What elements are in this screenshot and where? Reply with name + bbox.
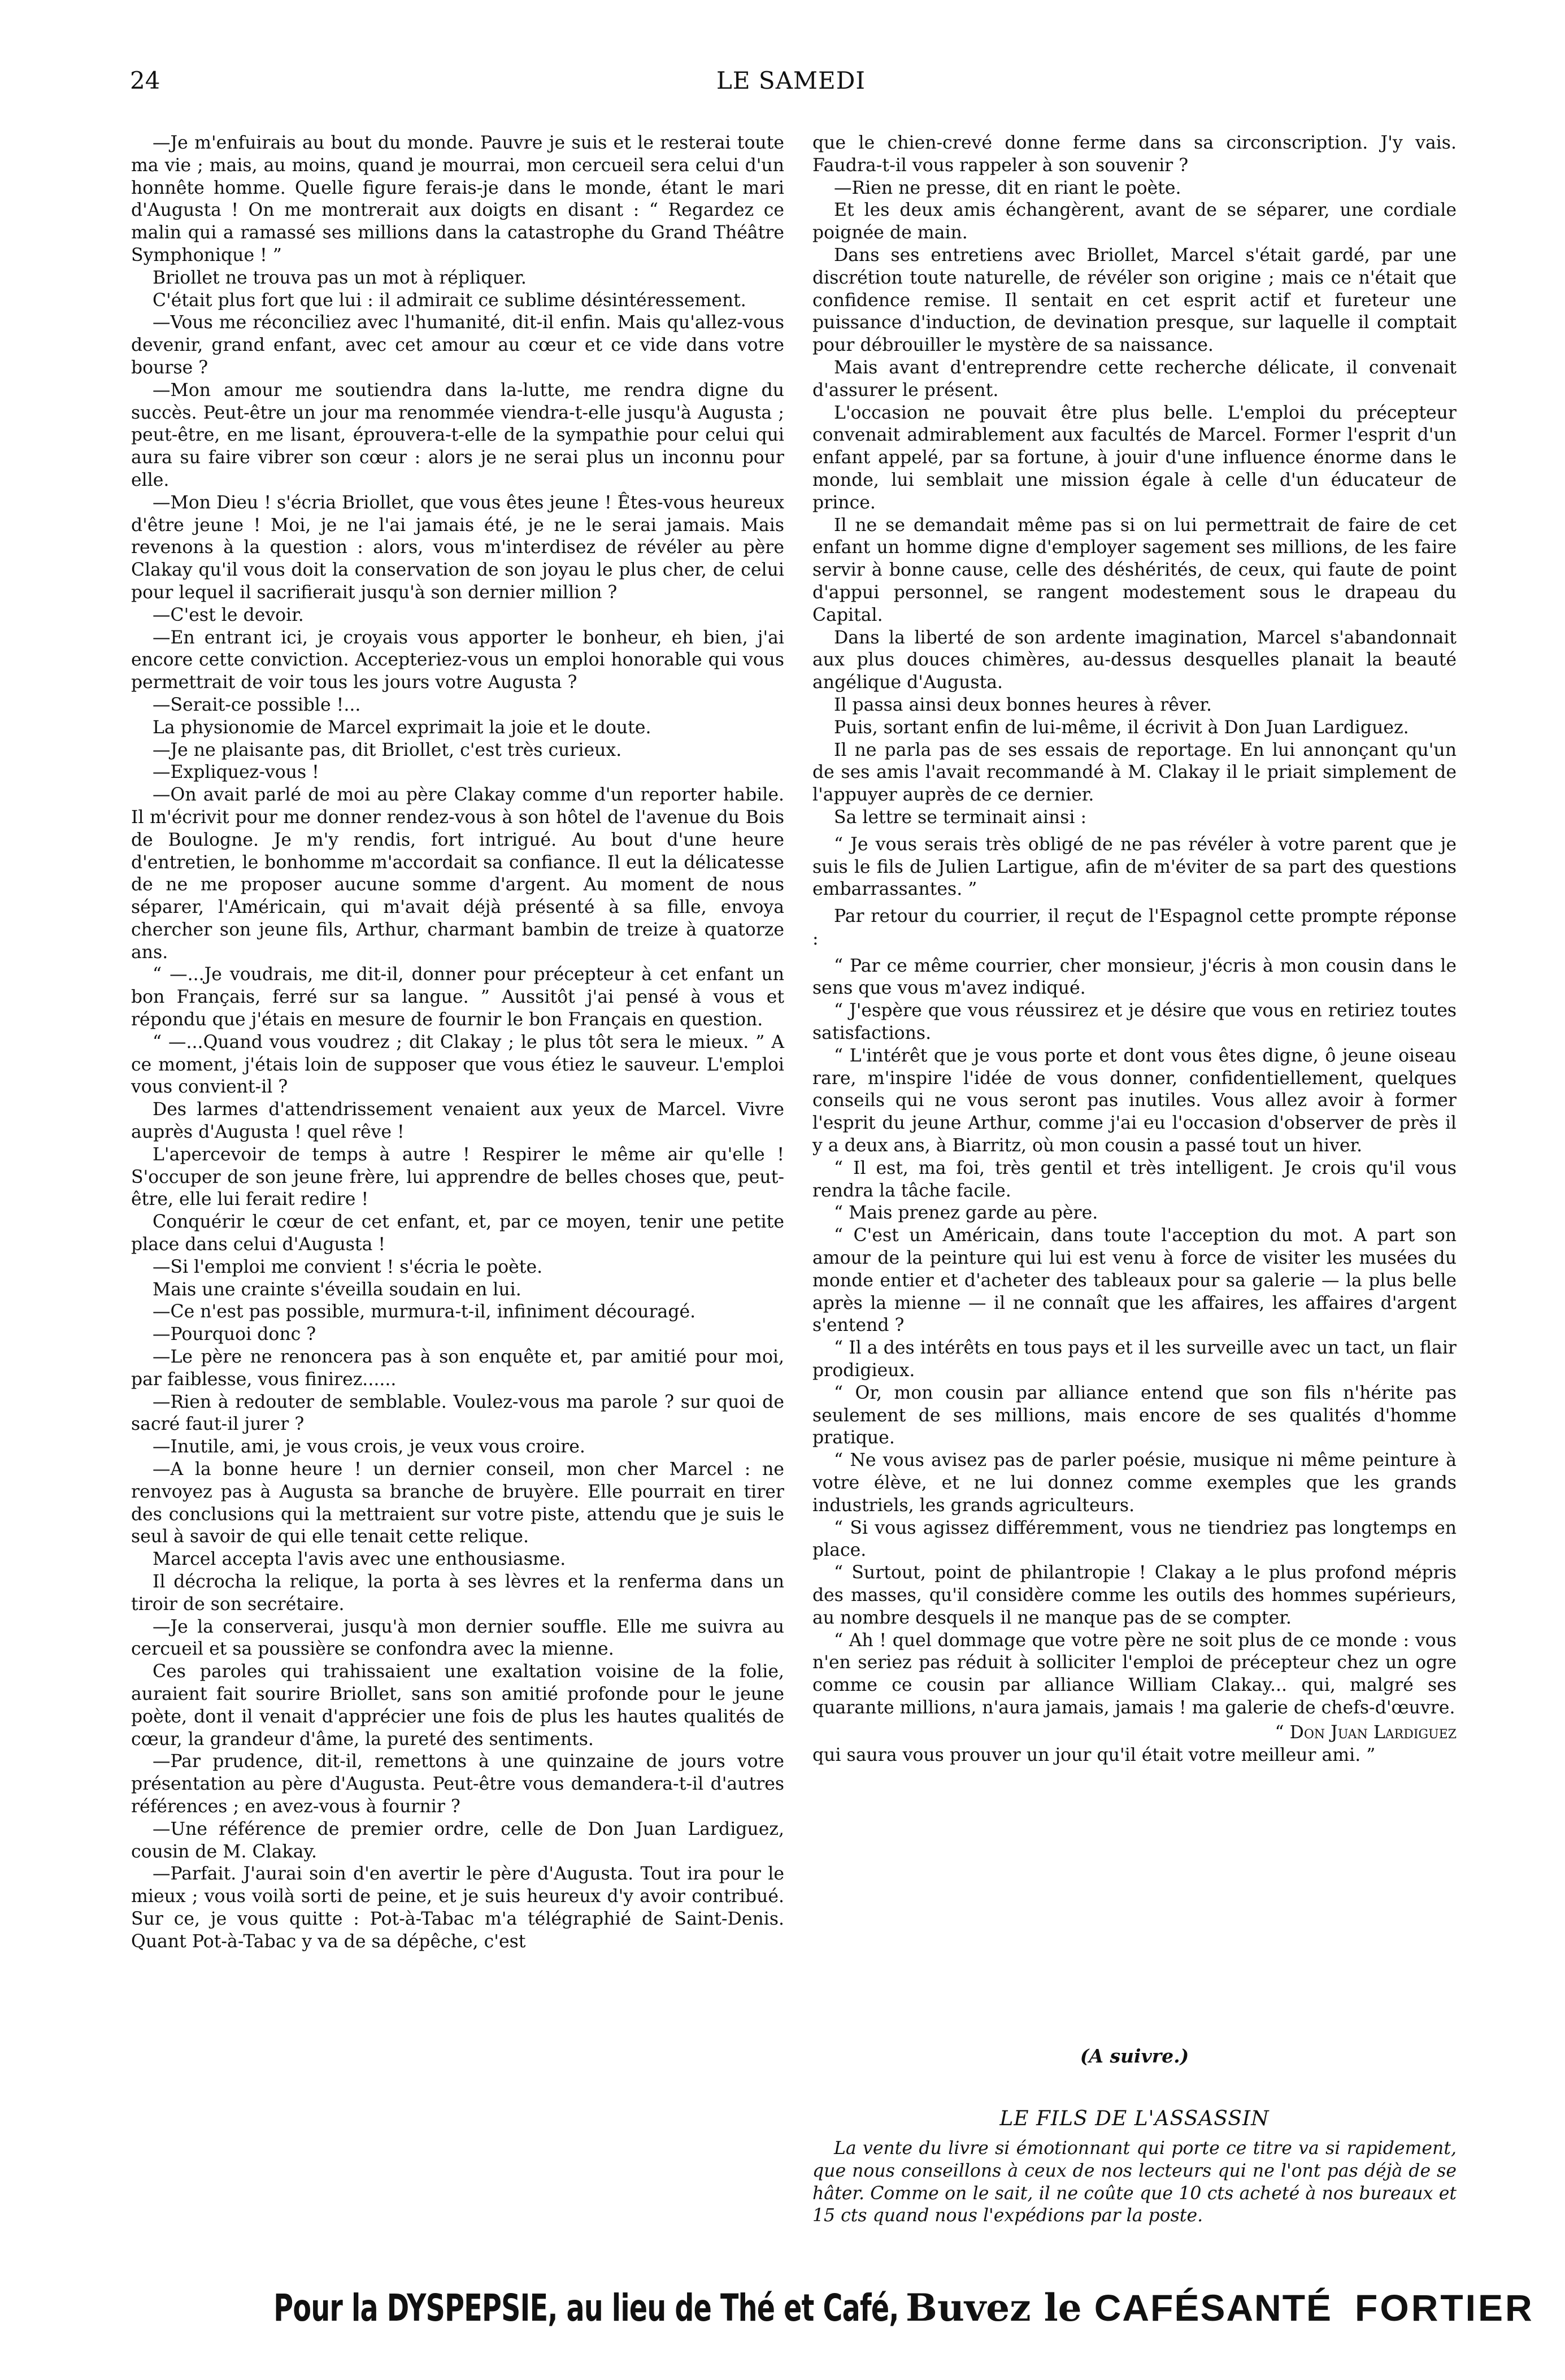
paragraph: —Serait-ce possible !... (153, 694, 361, 715)
paragraph: —Vous me réconciliez avec l'humanité, dit-il enfin. Mais qu'allez-vous devenir, grand enfant, avec cet amour au cœur et ce vide dans votre bourse ? (131, 312, 784, 378)
paragraph: —Mon amour me soutiendra dans la-lutte, me rendra digne du succès. Peut-être un jour ma renommée viendra-t-elle jusqu'à Augusta ; peut-être, en me lisant, éprouvera-t-elle de la sympathie pour celui qui aura su faire vibrer son cœur : alors je ne serai plus un inconnu pour elle. (131, 380, 784, 490)
paragraph: Des larmes d'attendrissement venaient aux yeux de Marcel. Vivre auprès d'Augusta ! quel rêve ! (131, 1099, 784, 1143)
paragraph: Briollet ne trouva pas un mot à répliquer. (153, 267, 527, 288)
paragraph: —Le père ne renoncera pas à son enquête et, par amitié pour moi, par faiblesse, vous finirez...... (131, 1347, 784, 1390)
paragraph: “ J'espère que vous réussirez et je désire que vous en retiriez toutes satisfactions. (812, 1000, 1457, 1044)
paragraph: —C'est le devoir. (153, 604, 304, 625)
paragraph: Mais avant d'entreprendre cette recherche délicate, il convenait d'assurer le présent. (812, 357, 1457, 401)
paragraph: Il ne se demandait même pas si on lui permettrait de faire de cet enfant un homme digne d'employer sagement ses millions, de les faire servir à bonne cause, celle des déshérités, de ceux, qui faute de point d'appui personnel, se rangent modestement sous le drapeau du Capital. (812, 515, 1457, 625)
paragraph: Sa lettre se terminait ainsi : (834, 807, 1087, 828)
paragraph: “ Ne vous avisez pas de parler poésie, musique ni même peinture à votre élève, et ne lui donnez comme exemples que les grands industriels, les grands agriculteurs. (812, 1450, 1457, 1516)
paragraph: —Inutile, ami, je vous crois, je veux vous croire. (153, 1437, 585, 1457)
paragraph: —Par prudence, dit-il, remettons à une quinzaine de jours votre présentation au père d'Augusta. Peut-être vous demandera-t-il d'autres références ; en avez-vous à fournir ? (131, 1751, 784, 1817)
paragraph: —A la bonne heure ! un dernier conseil, mon cher Marcel : ne renvoyez pas à Augusta sa branche de bruyère. Elle pourrait en tirer des conclusions qui la mettraient sur votre piste, attendu que je suis le seul à savoir de qui elle tenait cette relique. (131, 1459, 784, 1547)
paragraph: “ Par ce même courrier, cher monsieur, j'écris à mon cousin dans le sens que vous m'avez indiqué. (812, 955, 1457, 999)
paragraph: L'occasion ne pouvait être plus belle. L'emploi du précepteur convenait admirablement aux facultés de Marcel. Former l'esprit d'un enfant appelé, par sa fortune, à jouir d'une influence énorme dans le monde, lui semblait une mission égale à celle d'un éducateur de prince. (812, 402, 1457, 513)
advertisement-brand: FORTIER (1355, 2287, 1534, 2329)
paragraph: Marcel accepta l'avis avec une enthousiasme. (153, 1549, 566, 1570)
paragraph: “ Si vous agissez différemment, vous ne tiendriez pas longtemps en place. (812, 1517, 1457, 1561)
paragraph: “ C'est un Américain, dans toute l'acception du mot. A part son amour de la peinture qui lui est venu à force de visiter les musées du monde entier et d'acheter des tableaux pour sa galerie — la plus belle après la mienne — il ne connaît que les affaires, les affaires d'argent s'entend ? (812, 1225, 1457, 1336)
paragraph: —Je ne plaisante pas, dit Briollet, c'est très curieux. (153, 739, 622, 760)
paragraph: “ L'intérêt que je vous porte et dont vous êtes digne, ô jeune oiseau rare, m'inspire l'idée de vous donner, confidentiellement, quelques conseils qui ne vous seront pas inutiles. Vous allez avoir à former l'esprit du jeune Arthur, comme j'ai eu l'occasion d'observer de près il y a deux ans, à Biarritz, où mon cousin a passé tout un hiver. (812, 1045, 1457, 1156)
letter-signature: “ Don Juan Lardiguez (1275, 1722, 1457, 1743)
paragraph: —Pourquoi donc ? (153, 1324, 316, 1345)
paragraph: Et les deux amis échangèrent, avant de se séparer, une cordiale poignée de main. (812, 200, 1457, 243)
paragraph: Il ne parla pas de ses essais de reportage. En lui annonçant qu'un de ses amis l'avait recommandé à M. Clakay il le priait simplement de l'appuyer auprès de ce dernier. (812, 739, 1457, 806)
page-number: 24 (130, 67, 160, 94)
paragraph: —Expliquez-vous ! (153, 762, 319, 783)
advertisement-part: Buvez le (906, 2286, 1082, 2330)
paragraph: Ces paroles qui trahissaient une exaltation voisine de la folie, auraient fait sourire Briollet, sans son amitié profonde pour le jeune poète, dont il venait d'apprécier une fois de plus les hautes qualités de cœur, la grandeur d'âme, la pureté des sentiments. (131, 1661, 784, 1750)
paragraph: —On avait parlé de moi au père Clakay comme d'un reporter habile. Il m'écrivit pour me donner rendez-vous à son hôtel de l'avenue du Bois de Boulogne. Je m'y rendis, fort intrigué. Au bout d'une heure d'entretien, le bonhomme m'accordait sa confiance. Il eut la délicatesse de ne me proposer aucune somme d'argent. Au moment de nous séparer, l'Américain, qui m'avait déjà présenté à sa fille, envoya chercher son jeune fils, Arthur, charmant bambin de treize à quatorze ans. (131, 785, 784, 963)
paragraph: “ Ah ! quel dommage que votre père ne soit plus de ce monde : vous n'en seriez pas réduit à solliciter l'emploi de précepteur chez un ogre comme ce cousin par alliance William Clakay... qui, malgré ses quarante millions, n'aura jamais, jamais ! ma galerie de chefs-d'œuvre. (812, 1630, 1457, 1718)
paragraph: Il décrocha la relique, la porta à ses lèvres et la renferma dans un tiroir de son secrétaire. (131, 1572, 784, 1615)
paragraph: —Parfait. J'aurai soin d'en avertir le père d'Augusta. Tout ira pour le mieux ; vous voilà sorti de peine, et je suis heureux d'y avoir contribué. Sur ce, je vous quitte : Pot-à-Tabac m'a télégraphié de Saint-Denis. Quant Pot-à-Tabac y va de sa dépêche, c'est (131, 1864, 784, 1952)
paragraph: C'était plus fort que lui : il admirait ce sublime désintéressement. (153, 290, 746, 311)
paragraph: Il passa ainsi deux bonnes heures à rêver. (834, 694, 1212, 715)
paragraph: —Si l'emploi me convient ! s'écria le poète. (153, 1256, 543, 1277)
right-column (812, 132, 1457, 1766)
paragraph: “ Surtout, point de philantropie ! Clakay a le plus profond mépris des masses, qu'il considère comme les outils des hommes supérieurs, au nombre desquels il ne manque pas de se compter. (812, 1563, 1457, 1628)
paragraph: “ Or, mon cousin par alliance entend que son fils n'hérite pas seulement de ses millions, mais encore de ses qualités d'homme pratique. (812, 1382, 1457, 1448)
paragraph: Conquérir le cœur de cet enfant, et, par ce moyen, tenir une petite place dans celui d'Augusta ! (131, 1212, 784, 1255)
notice-body: La vente du livre si émotionnant qui porte ce titre va si rapidement, que nous conseillons à ceux de nos lecteurs qui ne l'ont pas déjà de se hâter. Comme on le sait, il ne coûte que 10 cts acheté à nos bureaux et 15 cts quand nous l'expédions par la poste. (812, 2138, 1457, 2226)
paragraph: —Rien ne presse, dit en riant le poète. (834, 177, 1181, 198)
paragraph: “ —...Quand vous voudrez ; dit Clakay ; le plus tôt sera le mieux. ” A ce moment, j'étais loin de supposer que vous étiez le sauveur. L'emploi vous convient-il ? (131, 1032, 784, 1098)
paragraph: “ Je vous serais très obligé de ne pas révéler à votre parent que je suis le fils de Julien Lartigue, afin de m'éviter de sa part des questions embarrassantes. ” (812, 834, 1457, 900)
paragraph: “ Mais prenez garde au père. (834, 1203, 1098, 1224)
advertisement-part: Pour la DYSPEPSIE, au lieu de Thé et Café, (273, 2286, 899, 2330)
left-column (131, 132, 784, 1953)
to-be-continued: (A suivre.) (1080, 2045, 1189, 2067)
paragraph: —Rien à redouter de semblable. Voulez-vous ma parole ? sur quoi de sacré faut-il jurer ? (131, 1391, 784, 1435)
publication-title: LE SAMEDI (716, 67, 866, 94)
paragraph: “ Il est, ma foi, très gentil et très intelligent. Je crois qu'il vous rendra la tâche facile. (812, 1158, 1457, 1201)
paragraph: “ —...Je voudrais, me dit-il, donner pour précepteur à cet enfant un bon Français, ferré sur sa langue. ” Aussitôt j'ai pensé à vous et répondu que j'étais en mesure de fournir le bon Français en question. (131, 964, 784, 1030)
paragraph: —Mon Dieu ! s'écria Briollet, que vous êtes jeune ! Êtes-vous heureux d'être jeune ! Moi, je ne l'ai jamais été, je ne le serai jamais. Mais revenons à la question : alors, vous m'interdisez de révéler au père Clakay qu'il vous doit la conservation de son joyau le plus cher, de celui pour lequel il sacrifierait jusqu'à son dernier million ? (131, 492, 784, 603)
paragraph: Dans ses entretiens avec Briollet, Marcel s'était gardé, par une discrétion toute naturelle, de révéler son origine ; mais ce n'était que confidence remise. Il sentait en cet esprit actif et fureteur une puissance d'induction, de devination presque, sur laquelle il comptait pour débrouiller le mystère de sa naissance. (812, 245, 1457, 356)
paragraph: Puis, sortant enfin de lui-même, il écrivit à Don Juan Lardiguez. (834, 717, 1409, 738)
paragraph: L'apercevoir de temps à autre ! Respirer le même air qu'elle ! S'occuper de son jeune frère, lui apprendre de belles choses que, peut-être, elle lui ferait redire ! (131, 1144, 784, 1210)
advertisement-brand: CAFÉSANTÉ (1094, 2287, 1333, 2329)
paragraph: Dans la liberté de son ardente imagination, Marcel s'abandonnait aux plus douces chimères, au-dessus desquelles planait la beauté angélique d'Augusta. (812, 627, 1457, 693)
paragraph: —Ce n'est pas possible, murmura-t-il, infiniment découragé. (153, 1302, 696, 1322)
paragraph: —Une référence de premier ordre, celle de Don Juan Lardiguez, cousin de M. Clakay. (131, 1818, 784, 1862)
advertisement-banner (23, 2277, 1542, 2339)
paragraph: —En entrant ici, je croyais vous apporter le bonheur, eh bien, j'ai encore cette conviction. Accepteriez-vous un emploi honorable qui vous permettrait de voir tous les jours votre Augusta ? (131, 627, 784, 693)
paragraph: Mais une crainte s'éveilla soudain en lui. (153, 1279, 521, 1300)
notice-title: LE FILS DE L'ASSASSIN (999, 2107, 1270, 2130)
paragraph: que le chien-crevé donne ferme dans sa circonscription. J'y vais. Faudra-t-il vous rappeler à son souvenir ? (812, 133, 1457, 176)
letter-closing: qui saura vous prouver un jour qu'il était votre meilleur ami. ” (812, 1744, 1376, 1765)
paragraph: “ Il a des intérêts en tous pays et il les surveille avec un tact, un flair prodigieux. (812, 1338, 1457, 1381)
paragraph: —Je la conserverai, jusqu'à mon dernier souffle. Elle me suivra au cercueil et sa poussière se confondra avec la mienne. (131, 1616, 784, 1660)
paragraph: Par retour du courrier, il reçut de l'Espagnol cette prompte réponse : (812, 906, 1457, 949)
paragraph: —Je m'enfuirais au bout du monde. Pauvre je suis et le resterai toute ma vie ; mais, au moins, quand je mourrai, mon cercueil sera celui d'un honnête homme. Quelle figure ferais-je dans le monde, étant le mari d'Augusta ! On me montrerait aux doigts en disant : “ Regardez ce malin qui a ramassé ses millions dans la catastrophe du Grand Théâtre Symphonique ! ” (131, 133, 784, 266)
paragraph: La physionomie de Marcel exprimait la joie et le doute. (153, 717, 651, 738)
